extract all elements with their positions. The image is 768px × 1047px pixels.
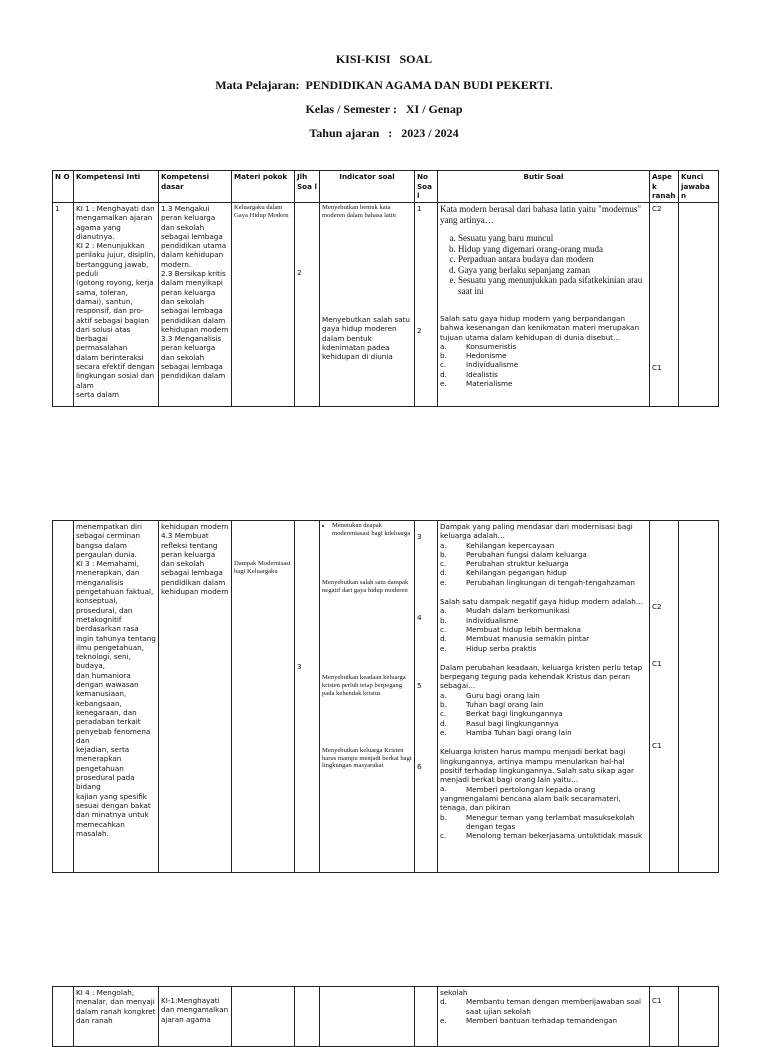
indicator-6: Menyebutkan keluarga Kristen harus mampu menjadi berkat bagi lingkungan masyarakat <box>322 747 412 770</box>
question-2-options: a. Konsumeristis b. Hedonisme c. Individualisme d. Idealistis e. Materialisme <box>440 341 519 389</box>
aspek-1: C2 <box>652 204 662 213</box>
header-nosoal: No Soa l <box>415 171 438 203</box>
option: a. <box>440 784 447 794</box>
cell-no <box>53 521 74 873</box>
table-row <box>53 203 719 407</box>
option-a-text: Memberi pertolongan kepada orang yangmengalami bencana alam baik secaramateri, tenaga, dan pikiran <box>440 784 621 813</box>
cell-kd: kehidupan modern 4.3 Membuat refleksi tentang peran keluarga dan sekolah sebagai lembaga pendidikan dalam kehidupan modern <box>159 521 232 873</box>
option: Guru bagi orang lain <box>466 690 540 700</box>
header-kd: Kompetensi dasar <box>159 171 232 203</box>
class-line: Kelas / Semester : XI / Genap <box>305 102 463 116</box>
cell-nosoal <box>415 987 438 1047</box>
option: Berkat bagi lingkungannya <box>466 709 563 719</box>
kisi-table-segment-1 <box>52 170 719 407</box>
option: Membuat manusia semakin pintar <box>466 634 590 644</box>
cell-nosoal <box>415 203 438 407</box>
question-no-3: 3 <box>417 532 422 541</box>
kisi-table-segment-2 <box>52 520 719 873</box>
option: c. Perpaduan antara budaya dan modern <box>458 254 647 265</box>
table-row <box>53 521 719 873</box>
option: b. Hidup yang digemari orang-orang muda <box>458 244 647 255</box>
header-aspek: Aspe k ranah <box>650 171 679 203</box>
option: e. Sesuatu yang menunjukkan pada sifatkekinian atau saat ini <box>458 275 647 296</box>
jlh-value: 2 <box>297 268 302 277</box>
cell-jlh <box>295 521 320 873</box>
indicator-5: Menyebutkan keadaan keluarga kristen perluh tetap berpegang pada kehendak kristus <box>322 674 406 697</box>
cell-no: 1 <box>53 203 74 407</box>
cell-materi <box>232 987 295 1047</box>
cell-no <box>53 987 74 1047</box>
option: e. Memberi bantuan terhadap temandengan <box>440 1015 618 1025</box>
header-kunci: Kunci jawaba n <box>679 171 719 203</box>
question-no-2: 2 <box>417 326 422 336</box>
document-title: KISI-KISI SOAL <box>335 52 433 66</box>
indicator-3: • Menetukan deapak modereniasasi bagi kdeluarga <box>332 522 412 537</box>
aspek-5: C1 <box>652 659 662 669</box>
aspek-value: C1 <box>652 996 662 1005</box>
cell-aspek <box>650 521 679 873</box>
question-1-options <box>440 233 647 296</box>
question-6: Keluarga kristen harus mampu menjadi berkat bagi lingkungannya, artinya mampu menularkan hal-hal positif terhadap lingkungannya. Salah satu sikap agar menjadi berkat bagi orang lain yaitu… <box>440 747 635 785</box>
cell-butir <box>438 521 650 873</box>
kisi-table-segment-3 <box>52 986 719 1047</box>
table-row <box>53 987 719 1047</box>
header-jlh: Jlh Soa l <box>295 171 320 203</box>
option: Kehilangan pegangan hidup <box>466 568 567 578</box>
cell-kd: 1.3 Mengakui peran keluarga dan sekolah sebagai lembaga pendidikan utama dalam kehidupan modern. 2.3 Bersikap kritis dalam menyikapi peran keluarga dan sekolah sebagai lembaga pendidikan dalam kehidupan modern 3.3 Menganalisis peran keluarga dan sekolah sebagai lembaga pendidikan dalam <box>159 203 232 407</box>
aspek-2: C1 <box>652 363 662 373</box>
question-no-1: 1 <box>417 204 422 213</box>
option: Rasul bagi lingkungannya <box>466 718 559 728</box>
cell-indikator <box>320 987 415 1047</box>
header-ki: Kompetensi Inti <box>74 171 159 203</box>
jlh-value: 3 <box>297 662 302 671</box>
materi-value: Dampak Modernisasi bagi Keluargaku <box>234 560 291 575</box>
cell-butir <box>438 987 650 1047</box>
option: Individualisme <box>466 360 519 370</box>
cell-ki: KI 1 : Menghayati dan mengamalkan ajaran agama yang dianutnya. KI 2 : Menunjukkan perilaku jujur, disiplin, bertanggung jawab, peduli (gotong royong, kerja sama, toleran, damai), santun, responsif, dan pro-aktif sebagai bagian dari solusi atas berbagai permasalahan dalam berinteraksi secara efektif dengan lingkungan sosial dan alam serta dalam <box>74 203 159 407</box>
aspek-6: C1 <box>652 740 662 750</box>
option: Hedonisme <box>466 351 507 361</box>
cell-materi <box>232 521 295 873</box>
question-5: Dalam perubahan keadaan, keluarga kristen perlu tetap berpegang tegung pada kehendak Kristus dan peran sebagai… <box>440 662 643 691</box>
cell-nosoal <box>415 521 438 873</box>
cell-aspek <box>650 987 679 1047</box>
header-indikator: Indicator soal <box>320 171 415 203</box>
option: Perubahan lingkungan di tengah-tengahzaman <box>466 577 635 587</box>
header-butir: Butir Soal <box>438 171 650 203</box>
option: Individualisme <box>466 615 519 625</box>
cell-jlh <box>295 203 320 407</box>
cell-jlh <box>295 987 320 1047</box>
option: Membuat hidup lebih bermakna <box>466 624 581 634</box>
question-2: Salah satu gaya hidup modern yang berpandangan bahwa kesenangan dan kenikmatan materi merupakan tujuan utama dalam kehidupan di dunia disebut… <box>440 314 640 342</box>
question-6-continued: sekolah <box>440 988 468 997</box>
cell-materi: Keluargaku dalam Gaya Hidup Modern <box>232 203 295 407</box>
option: Idealistis <box>466 369 498 379</box>
question-5-options: a. Guru bagi orang lain b. Tuhan bagi orang lain c. Berkat bagi lingkungannya d. Rasul bagi lingkungannya e. Hamba Tuhan bagi orang lain <box>440 690 572 737</box>
option: Perubahan fungsi dalam keluarga <box>466 549 587 559</box>
header-no: N O <box>53 171 74 203</box>
option: Materialisme <box>466 379 513 389</box>
cell-aspek <box>650 203 679 407</box>
indicator-1: Menyebutkan bentuk kata moderen dalam bahasa latin <box>322 204 396 219</box>
cell-ki: KI 4 : Mengolah, menalar, dan menyaji dalam ranah kongkret dan ranah <box>74 987 159 1047</box>
option: Hidup serba praktis <box>466 643 537 653</box>
option: d. Membantu teman dengan memberijawaban soal saat ujian sekolah <box>440 997 642 1016</box>
option: Hamba Tuhan bagi orang lain <box>466 727 572 737</box>
option: Kehilangan kepercayaan <box>466 540 555 550</box>
cell-kunci <box>679 987 719 1047</box>
question-no-5: 5 <box>417 680 422 690</box>
question-3-options: a. Kehilangan kepercayaan b. Perubahan fungsi dalam keluarga c. Perubahan struktur keluarga d. Kehilangan pegangan hidup e. Perubahan lingkungan di tengah-tengahzaman <box>440 540 635 587</box>
option: c. Menolong teman bekerjasama untuktidak masuk <box>440 831 643 841</box>
table-header-row <box>53 171 719 203</box>
year-line: Tahun ajaran : 2023 / 2024 <box>309 126 459 140</box>
indicator-4: Menyebutkan salah satu dampak negatif dari gaya hidup moderen <box>322 579 409 594</box>
question-no-4: 4 <box>417 613 422 623</box>
option: Perubahan struktur keluarga <box>466 559 569 569</box>
cell-kd: KI-1:Menghayati dan mengamalkan ajaran agama <box>159 987 232 1047</box>
question-4: Salah satu dampak negatif gaya hidup modern adalah… <box>440 597 643 607</box>
question-4-options: a. Mudah dalam berkomunikasi b. Individualisme c. Membuat hidup lebih bermakna d. Membuat manusia semakin pintar e. Hidup serba praktis <box>440 606 590 653</box>
option: b. Menegur teman yang terlambat masuksekolah dengan tegas <box>440 812 635 831</box>
option: Tuhan bagi orang lain <box>466 700 544 710</box>
option: a. Sesuatu yang baru muncul <box>458 233 647 244</box>
cell-ki: menempatkan diri sebagai cerminan bangsa dalam pergaulan dunia. KI 3 : Memahami, menerapkan, dan menganalisis pengetahuan faktual, konseptual, prosedural, dan metakognitif berdasarkan rasa ingin tahunya tentang ilmu pengetahuan, teknologi, seni, budaya, dan humaniora dengan wawasan kemanusiaan, kebangsaan, kenegaraan, dan peradaban terkait penyebab fenomena dan kejadian, serta menerapkan pengetahuan prosedural pada bidang kajian yang spesifik sesuai dengan bakat dan minatnya untuk memecahkan masalah. <box>74 521 159 873</box>
aspek-4: C2 <box>652 602 662 611</box>
cell-indikator <box>320 521 415 873</box>
cell-kunci <box>679 521 719 873</box>
option: d. Gaya yang berlaku sepanjang zaman <box>458 265 647 276</box>
option: Konsumeristis <box>466 341 517 351</box>
question-3: Dampak yang paling mendasar dari modernisasi bagi keluarga adalah… <box>440 522 633 541</box>
question-1: Kata modern berasal dari bahasa latin yaitu "modernus" yang artinya… <box>440 204 642 225</box>
cell-kunci <box>679 203 719 407</box>
cell-indikator <box>320 203 415 407</box>
indicator-2: Menyebutkan salah satu gaya hidup moderen dalam bentuk kdenimatan padea kehidupan di diunia <box>322 315 410 362</box>
cell-butir <box>438 203 650 407</box>
subject-line: Mata Pelajaran: PENDIDIKAN AGAMA DAN BUDI PEKERTI. <box>215 78 553 92</box>
option: Mudah dalam berkomunikasi <box>466 606 570 616</box>
header-materi: Materi pokok <box>232 171 295 203</box>
question-no-6: 6 <box>417 761 422 771</box>
